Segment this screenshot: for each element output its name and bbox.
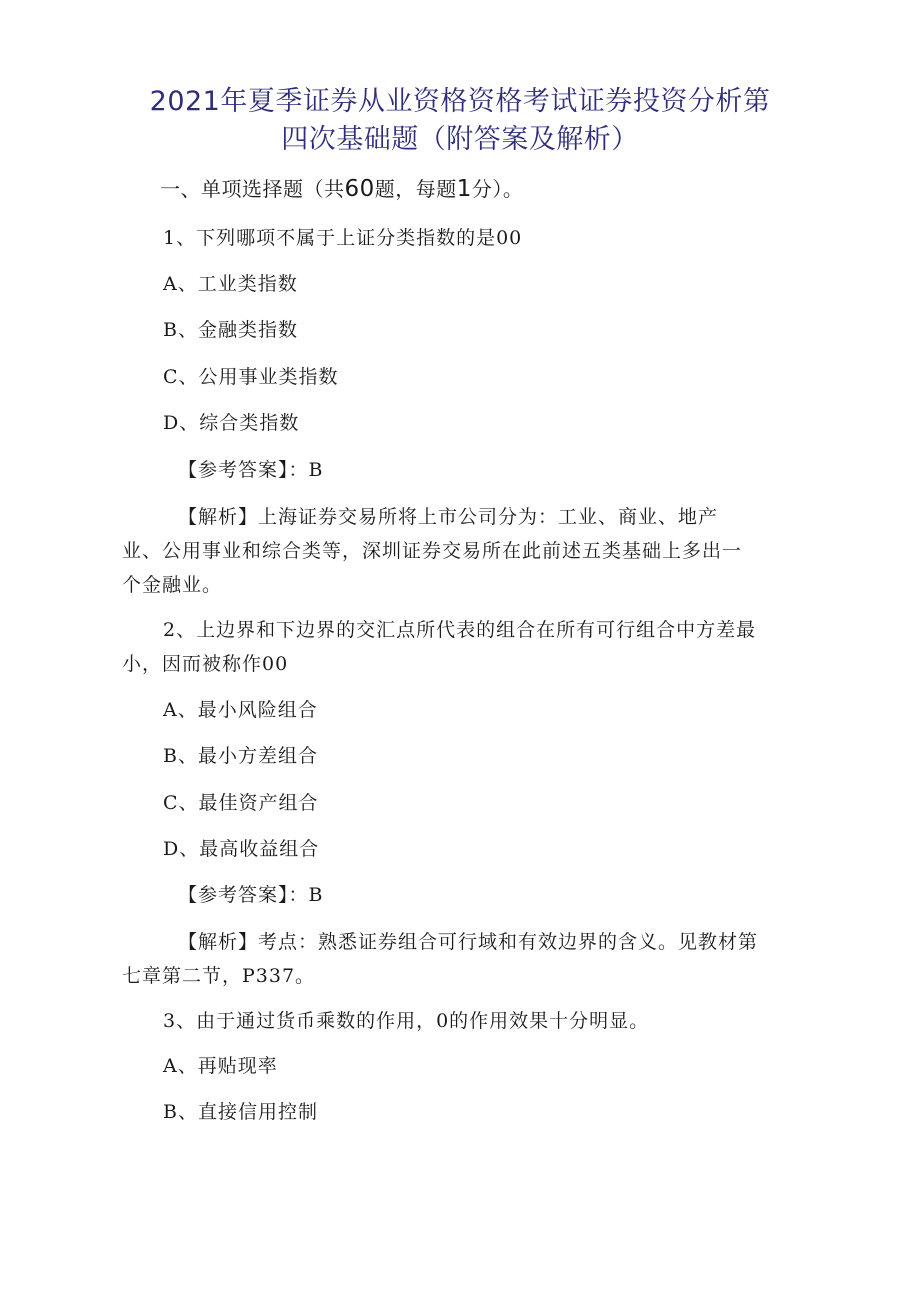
question-2-stem-line-1: 2、上边界和下边界的交汇点所代表的组合在所有可行组合中方差最: [163, 619, 757, 641]
section-heading-suffix: 分）。: [471, 177, 524, 201]
question-1-analysis-line-2: 业、公用事业和综合类等，深圳证券交易所在此前述五类基础上多出一: [122, 540, 743, 562]
section-heading-prefix: 一、单项选择题（共: [160, 177, 345, 201]
question-3-option-b: B、直接信用控制: [163, 1101, 318, 1123]
question-1-option-b: B、金融类指数: [163, 319, 298, 341]
question-2-option-d: D、最高收益组合: [163, 838, 320, 860]
document-title-line-1: 2021年夏季证券从业资格资格考试证券投资分析第: [149, 86, 771, 117]
question-2-answer: 【参考答案】：B: [178, 884, 324, 906]
question-1-analysis-line-1: 【解析】上海证券交易所将上市公司分为：工业、商业、地产: [178, 506, 719, 528]
question-2-stem-line-2: 小，因而被称作00: [122, 653, 289, 675]
document-title-line-2: 四次基础题（附答案及解析）: [281, 124, 639, 155]
question-2-analysis-line-1: 【解析】考点：熟悉证券组合可行域和有效边界的含义。见教材第: [178, 931, 759, 953]
question-1-analysis-line-3: 个金融业。: [122, 574, 223, 596]
section-heading-middle: 题，每题: [374, 177, 457, 201]
question-3-stem: 3、由于通过货币乘数的作用，0的作用效果十分明显。: [163, 1010, 650, 1032]
question-2-option-b: B、最小方差组合: [163, 745, 318, 767]
question-1-option-a: A、工业类指数: [163, 273, 298, 295]
question-2-option-c: C、最佳资产组合: [163, 792, 319, 814]
question-3-option-a: A、再贴现率: [163, 1055, 278, 1077]
points-per-question: 1: [456, 176, 472, 202]
question-1-option-c: C、公用事业类指数: [163, 366, 339, 388]
question-count: 60: [344, 176, 375, 202]
question-1-option-d: D、综合类指数: [163, 412, 300, 434]
question-2-option-a: A、最小风险组合: [163, 699, 318, 721]
question-2-analysis-line-2: 七章第二节，P337。: [122, 965, 316, 987]
question-1-stem: 1、下列哪项不属于上证分类指数的是00: [163, 227, 523, 249]
section-heading: [160, 176, 523, 202]
question-1-answer: 【参考答案】：B: [178, 459, 324, 481]
